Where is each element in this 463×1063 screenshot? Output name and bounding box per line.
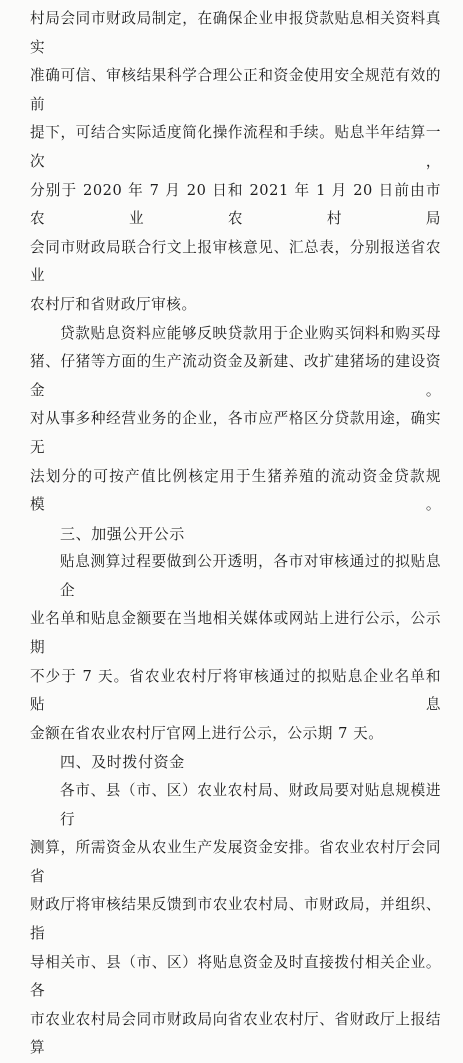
text-line: 准确可信、审核结果科学合理公正和资金使用安全规范有效的前 bbox=[30, 67, 441, 113]
text-line: 导相关市、县（市、区）将贴息资金及时直接拨付相关企业。各 bbox=[30, 953, 441, 1000]
text-line: 提下，可结合实际适度简化操作流程和手续。贴息半年结算一次， bbox=[30, 124, 441, 170]
text-line: 村局会同市财政局制定，在确保企业申报贷款贴息相关资料真实 bbox=[30, 10, 441, 56]
section-heading-4: 四、及时拨付资金 bbox=[60, 753, 185, 772]
text-line: 贴息测算过程要做到公开透明，各市对审核通过的拟贴息企 bbox=[60, 553, 441, 599]
text-line: 不少于 7 天。省农业农村厅将审核通过的拟贴息企业名单和贴息 bbox=[30, 667, 441, 714]
section-4-body bbox=[30, 777, 441, 1063]
text-line: 对从事多种经营业务的企业，各市应严格区分贷款用途，确实无 bbox=[30, 410, 441, 456]
text-line: 农村厅和省财政厅审核。 bbox=[30, 295, 197, 313]
text-line: 市农业农村局会同市财政局向省农业农村厅、省财政厅上报结算 bbox=[30, 1010, 441, 1057]
paragraph-1 bbox=[30, 5, 441, 320]
paragraph-2 bbox=[30, 320, 441, 520]
text-line: 法划分的可按产值比例核定用于生猪养殖的流动资金贷款规模。 bbox=[30, 467, 441, 514]
text-line: 各市、县（市、区）农业农村局、财政局要对贴息规模进行 bbox=[60, 782, 441, 828]
text-line: 贷款贴息资料应能够反映贷款用于企业购买饲料和购买母 bbox=[60, 324, 441, 342]
text-line: 财政厅将审核结果反馈到市农业农村局、市财政局，并组织、指 bbox=[30, 896, 441, 942]
text-line: 猪、仔猪等方面的生产流动资金及新建、改扩建猪场的建设资金。 bbox=[30, 353, 441, 399]
section-3-body bbox=[30, 548, 441, 748]
section-heading-3: 三、加强公开公示 bbox=[60, 524, 185, 543]
text-line: 会同市财政局联合行文上报审核意见、汇总表，分别报送省农业 bbox=[30, 238, 441, 285]
text-line: 业名单和贴息金额要在当地相关媒体或网站上进行公示，公示期 bbox=[30, 610, 441, 657]
text-line: 测算，所需资金从农业生产发展资金安排。省农业农村厅会同省 bbox=[30, 839, 441, 885]
text-line: 分别于 2020 年 7 月 20 日和 2021 年 1 月 20 日前由市农业农村局 bbox=[30, 181, 441, 228]
text-line: 金额在省农业农村厅官网上进行公示，公示期 7 天。 bbox=[30, 724, 384, 742]
